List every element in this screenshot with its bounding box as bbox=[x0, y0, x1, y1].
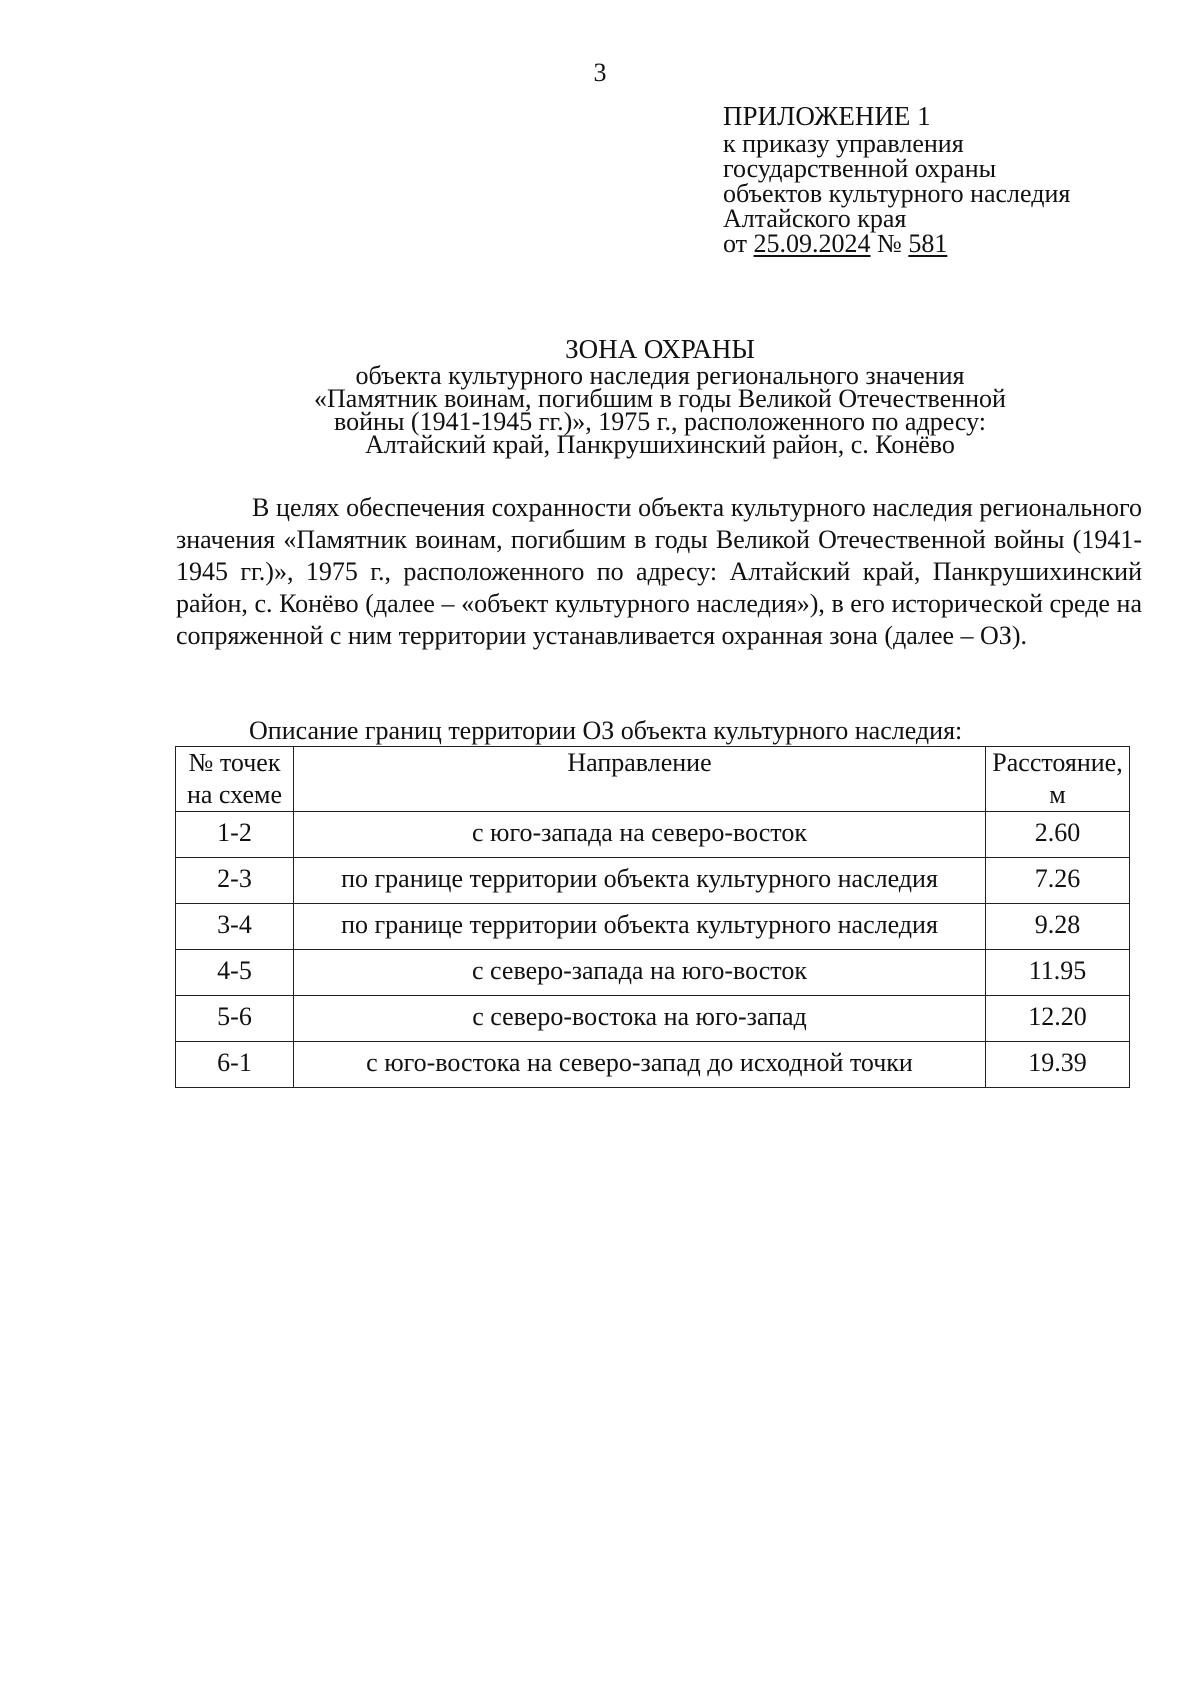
header-distance-line1: Расстояние, bbox=[992, 748, 1123, 777]
appendix-line: объектов культурного наследия bbox=[723, 179, 1071, 208]
header-distance-line2: м bbox=[1049, 780, 1066, 809]
date-prefix: от bbox=[723, 229, 748, 258]
order-date: 25.09.2024 bbox=[753, 229, 871, 258]
cell-direction: по границе территории объекта культурного наследия bbox=[294, 904, 986, 950]
appendix-line: Алтайского края bbox=[723, 204, 907, 233]
cell-points: 2-3 bbox=[176, 858, 294, 904]
heading-line: Алтайский край, Панкрушихинский район, с. Конёво bbox=[365, 430, 955, 459]
boundary-table bbox=[175, 746, 1130, 1088]
cell-distance: 19.39 bbox=[986, 1042, 1130, 1088]
appendix-title: ПРИЛОЖЕНИЕ 1 bbox=[723, 101, 931, 131]
table-row bbox=[176, 950, 1130, 996]
boundary-table-wrapper bbox=[175, 746, 1129, 1088]
cell-points: 4-5 bbox=[176, 950, 294, 996]
heading-line: «Памятник воинам, погибшим в годы Великой Отечественной bbox=[314, 384, 1006, 413]
table-caption: Описание границ территории ОЗ объекта культурного наследия: bbox=[249, 716, 963, 745]
cell-distance: 2.60 bbox=[986, 812, 1130, 858]
header-points bbox=[176, 747, 294, 812]
document-heading bbox=[160, 334, 1160, 459]
cell-distance: 9.28 bbox=[986, 904, 1130, 950]
appendix-line: к приказу управления bbox=[723, 129, 964, 158]
table-row bbox=[176, 904, 1130, 950]
cell-direction: с юго-запада на северо-восток bbox=[294, 812, 986, 858]
header-distance bbox=[986, 747, 1130, 812]
cell-direction: с юго-востока на северо-запад до исходной точки bbox=[294, 1042, 986, 1088]
cell-direction: с северо-востока на юго-запад bbox=[294, 996, 986, 1042]
heading-title: ЗОНА ОХРАНЫ bbox=[565, 334, 755, 364]
appendix-date-line bbox=[723, 231, 1070, 256]
cell-points: 6-1 bbox=[176, 1042, 294, 1088]
table-row bbox=[176, 858, 1130, 904]
table-row bbox=[176, 1042, 1130, 1088]
table-row bbox=[176, 812, 1130, 858]
table-header-row bbox=[176, 747, 1130, 812]
header-points-line1: № точек bbox=[188, 748, 281, 777]
cell-points: 1-2 bbox=[176, 812, 294, 858]
heading-line: войны (1941-1945 гг.)», 1975 г., расположенного по адресу: bbox=[334, 407, 986, 436]
table-row bbox=[176, 996, 1130, 1042]
cell-points: 5-6 bbox=[176, 996, 294, 1042]
header-points-line2: на схеме bbox=[186, 780, 283, 809]
page-number: 3 bbox=[593, 58, 607, 87]
appendix-line: государственной охраны bbox=[723, 154, 997, 183]
cell-distance: 11.95 bbox=[986, 950, 1130, 996]
header-direction: Направление bbox=[294, 747, 986, 812]
cell-direction: по границе территории объекта культурного наследия bbox=[294, 858, 986, 904]
appendix-block bbox=[723, 101, 1071, 258]
number-sign: № bbox=[877, 229, 902, 258]
cell-direction: с северо-запада на юго-восток bbox=[294, 950, 986, 996]
heading-line: объекта культурного наследия регионального значения bbox=[355, 361, 965, 390]
cell-distance: 12.20 bbox=[986, 996, 1130, 1042]
order-number: 581 bbox=[908, 229, 948, 258]
cell-distance: 7.26 bbox=[986, 858, 1130, 904]
body-paragraph: В целях обеспечения сохранности объекта культурного наследия регионального значения «Памятник воинам, погибшим в годы Великой Отечественной войны (1941-1945 гг.)», 1975 г., расположенного по адресу: Алтайский край, Панкрушихинский район, с. Конёво (далее – «объект культурного наследия»), в его исторической среде на сопряженной с ним территории устанавливается охранная зона (далее – ОЗ). bbox=[176, 493, 1142, 650]
cell-points: 3-4 bbox=[176, 904, 294, 950]
